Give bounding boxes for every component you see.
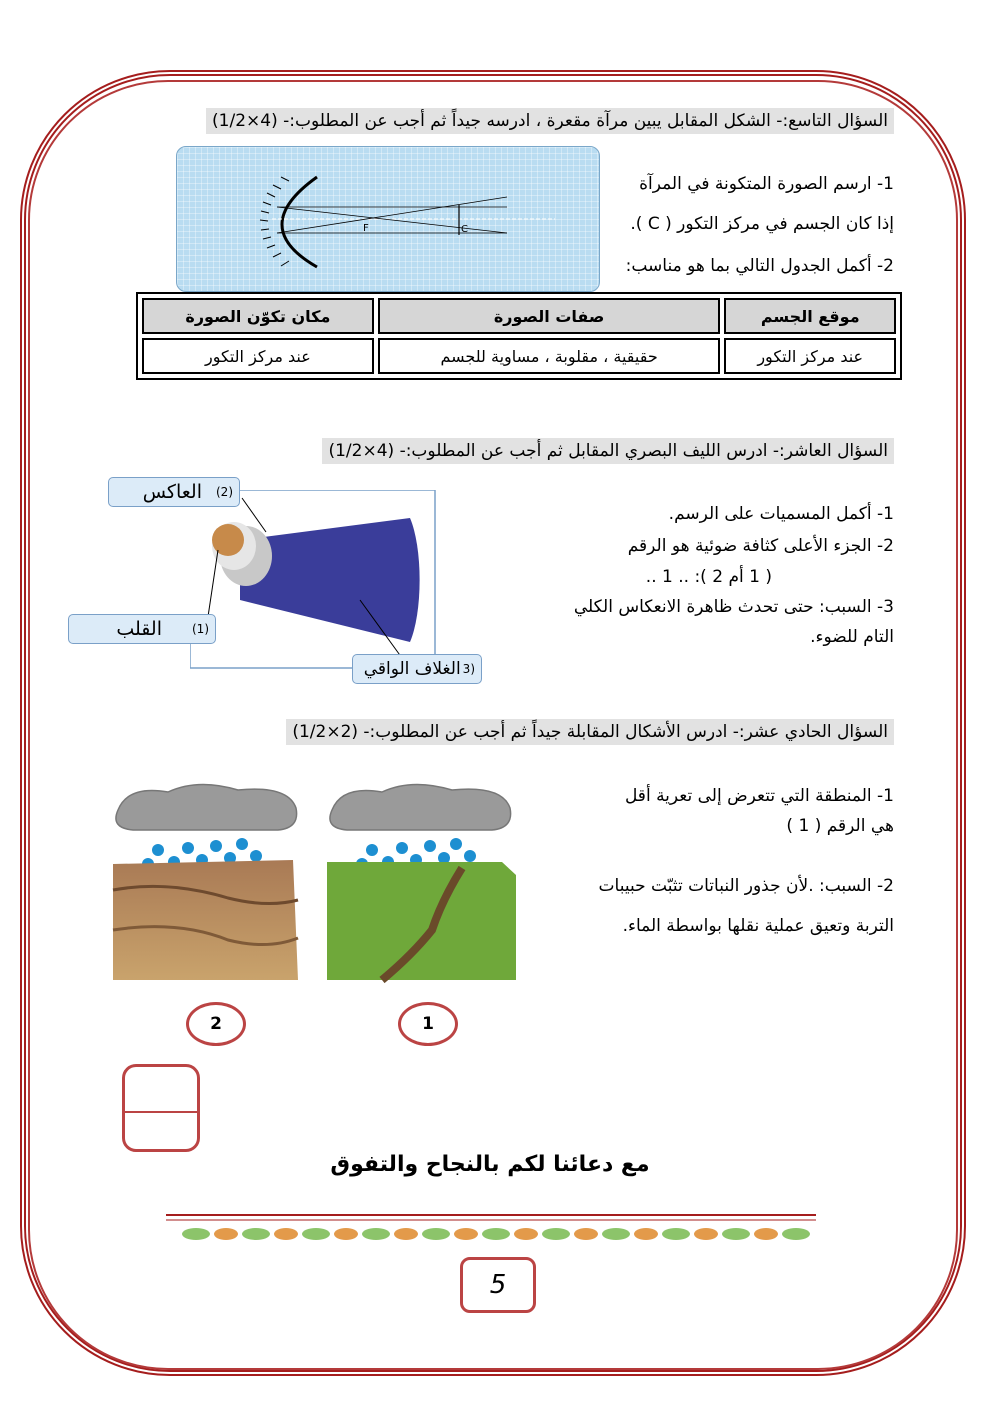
fiber-label-1-number: (1) (191, 622, 209, 636)
fiber-label-1 (68, 614, 216, 644)
fiber-label-3 (352, 654, 482, 684)
score-divider (125, 1111, 197, 1113)
mirror-ray-diagram (177, 147, 599, 291)
image-number-1: 1 (398, 1002, 458, 1046)
q11-line4: التربة وتعيق عملية نقلها بواسطة الماء. (622, 916, 894, 936)
q9-item2: 2- أكمل الجدول التالي بما هو مناسب: (625, 256, 894, 276)
center-of-curvature-label: C (461, 224, 468, 235)
question-10-heading: السؤال العاشر:- ادرس الليف البصري المقابل ثم أجب عن المطلوب:- (4×1/2) (322, 438, 894, 464)
concave-mirror-diagram (176, 146, 600, 292)
q11-line1: 1- المنطقة التي تتعرض إلى تعرية أقل (624, 786, 894, 806)
fiber-label-2 (108, 477, 240, 507)
fiber-label-3-text: الغلاف الواقي (363, 659, 461, 679)
score-box (122, 1064, 200, 1152)
q9-item1-line1: 1- ارسم الصورة المتكونة في المرآة (639, 174, 894, 194)
table-cell-image-properties: حقيقية ، مقلوبة ، مساوية للجسم (378, 338, 721, 374)
table-cell-image-location: عند مركز التكور (142, 338, 374, 374)
q11-line3: 2- السبب: .لأن جذور النباتات تثبّت حبيبات (598, 876, 894, 896)
table-header-object-position: موقع الجسم (724, 298, 896, 334)
q10-line4: 3- السبب: حتى تحدث ظاهرة الانعكاس الكلي (573, 597, 894, 617)
q10-line2: 2- الجزء الأعلى كثافة ضوئية هو الرقم (627, 536, 894, 556)
q9-table (136, 292, 902, 380)
image-number-2: 2 (186, 1002, 246, 1046)
decorative-divider (166, 1212, 816, 1246)
q11-line2: هي الرقم ( 1 ) (786, 816, 894, 836)
grass-soil-image (322, 780, 518, 986)
fiber-label-1-text: القلب (116, 618, 162, 640)
q10-line5: التام للضوء. (810, 627, 894, 647)
closing-message: مع دعائنا لكم بالنجاح والتفوق (330, 1152, 650, 1177)
q10-line1: 1- أكمل المسميات على الرسم. (668, 504, 894, 524)
q9-item1-line2: إذا كان الجسم في مركز التكور ( C ). (630, 214, 894, 234)
q10-line3: ( 1 أم 2 ): .. 1 .. (645, 567, 772, 587)
fiber-label-2-number: (2) (215, 485, 233, 499)
optical-fiber-diagram (190, 490, 450, 680)
table-cell-object-position: عند مركز التكور (724, 338, 896, 374)
fiber-label-3-number: (3 (462, 662, 475, 676)
focal-point-label: F (363, 223, 369, 234)
page-number: 5 (460, 1257, 536, 1313)
table-header-image-location: مكان تكوّن الصورة (142, 298, 374, 334)
table-header-image-properties: صفات الصورة (378, 298, 721, 334)
question-11-heading: السؤال الحادي عشر:- ادرس الأشكال المقابلة جيداً ثم أجب عن المطلوب:- (2×1/2) (286, 719, 894, 745)
fiber-label-2-text: العاكس (142, 481, 202, 503)
eroded-soil-image (108, 780, 300, 986)
question-9-heading: السؤال التاسع:- الشكل المقابل يبين مرآة مقعرة ، ادرسه جيداً ثم أجب عن المطلوب:- (4×1/2) (206, 108, 894, 134)
